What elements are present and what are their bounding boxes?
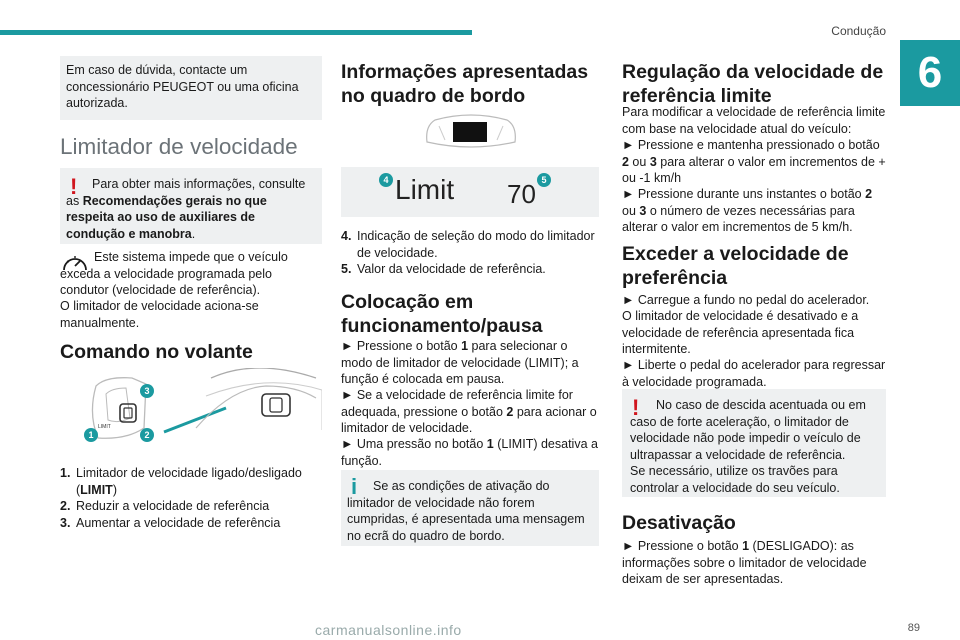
section-heading-dashboard: Informações apresentadas no quadro de bordo [341, 61, 589, 107]
intro-text-2: O limitador de velocidade aciona-se manualmente. [60, 299, 259, 330]
list-item [60, 465, 322, 498]
step-text-bold: 1 [461, 339, 469, 353]
watermark: carmanualsonline.info [315, 622, 462, 638]
limit-display-text: Limit [395, 174, 455, 205]
list-item [341, 261, 599, 278]
exceed-text: O limitador de velocidade é desativado e a velocidade de referência apresentada fica intermitente. [622, 309, 859, 356]
top-accent-bar [0, 30, 472, 35]
callout-2: 2 [140, 428, 154, 442]
limit-label: LIMIT [98, 424, 111, 430]
deactivation-step [622, 538, 886, 588]
exceed-step-1: ► Carregue a fundo no pedal do acelerador. [622, 293, 870, 307]
section-heading-adjust: Regulação da velocidade de referência limite [622, 61, 884, 107]
step-text-pre: ► Pressione o botão [622, 539, 743, 553]
section-heading-activation: Colocação em funcionamento/pausa [341, 291, 543, 337]
step-text-bold: 2 [622, 154, 629, 169]
speed-value: 70 [507, 179, 536, 209]
list-item-text-bold: LIMIT [80, 482, 113, 497]
step-text-bold: 3 [649, 154, 657, 169]
instrument-panel-icon [421, 112, 521, 152]
info-box [341, 470, 599, 546]
list-item-num: 4. [341, 229, 352, 243]
section-title: Condução [831, 24, 886, 38]
list-item-text-pre: Limitador de velocidade ligado/desligado ( [76, 466, 302, 497]
step-text-pre: ► Pressione e mantenha pressionado o botão [622, 138, 880, 152]
step-text-pre: ► Se a velocidade de referência limite for adequada, pressione o botão [341, 388, 573, 419]
activation-step-3 [341, 436, 599, 469]
adjust-step-2 [622, 186, 886, 236]
step-text-bold: 3 [639, 203, 647, 218]
step-text-pre: ► Uma pressão no botão [341, 437, 487, 451]
callout-1: 1 [84, 428, 98, 442]
step-text-mid: ou [628, 154, 650, 169]
steering-wheel-illustration [66, 368, 322, 450]
warning-text-1: No caso de descida acentuada ou em caso de forte aceleração, o limitador de velocidade não pode impedir o veículo de ultrapassar a velocidade de referência. [630, 398, 866, 462]
chapter-number: 6 [900, 40, 960, 106]
list-item-num: 3. [60, 515, 71, 530]
step-text-pre: ► Pressione o botão [341, 339, 462, 353]
warning-text-pre: Para obter mais informações, consulte as [66, 177, 306, 208]
activation-step-1 [341, 338, 599, 388]
list-item [60, 498, 322, 515]
list-item [341, 228, 599, 261]
list-item-num: 2. [60, 499, 71, 513]
list-item-text-post: ) [112, 482, 117, 497]
adjust-step-1 [622, 137, 886, 187]
step-text-post: o número de vezes necessárias para alterar o valor em incrementos de 5 km/h. [622, 203, 855, 234]
step-text-pre: ► Pressione durante uns instantes o botão [622, 187, 866, 201]
list-item-text: Reduzir a velocidade de referência [76, 499, 270, 513]
page-number: 89 [907, 622, 920, 634]
exceed-step-2: ► Liberte o pedal do acelerador para regressar à velocidade programada. [622, 358, 886, 389]
step-text-bold: 1 [742, 539, 750, 553]
activation-step-2 [341, 387, 599, 437]
list-item-num: 1. [60, 466, 71, 480]
list-item-text: Aumentar a velocidade de referência [76, 515, 281, 530]
info-icon: i [351, 474, 358, 499]
list-item-num: 5. [341, 262, 352, 276]
warning-icon: ! [632, 395, 640, 420]
callout-3: 3 [140, 384, 154, 398]
section-heading-exceed: Exceder a velocidade de preferência [622, 243, 849, 289]
info-text: Se as condições de ativação do limitador de velocidade não forem cumpridas, é apresentada uma mensagem no ecrã do quadro de bordo. [347, 479, 585, 543]
warning-text-bold: Recomendações gerais no que respeita ao uso de auxiliares de condução e manobra [66, 193, 267, 241]
list-item-text: Valor da velocidade de referência. [357, 262, 546, 276]
adjust-intro: Para modificar a velocidade de referência limite com base na velocidade atual do veículo: [622, 105, 886, 136]
section-heading-steering: Comando no volante [60, 341, 253, 363]
steering-controls-list [60, 465, 322, 531]
step-text-post: para acionar o limitador de velocidade. [341, 404, 597, 435]
note-text: Em caso de dúvida, contacte um concessionário PEUGEOT ou uma oficina autorizada. [66, 63, 299, 110]
list-item-text [76, 465, 322, 498]
dashboard-display [341, 167, 599, 217]
step-text-bold: 2 [865, 187, 873, 201]
warning-text-2: Se necessário, utilize os travões para controlar a velocidade do seu veículo. [630, 464, 840, 495]
intro-text-1: Este sistema impede que o veículo exceda a velocidade programada pelo condutor (velocidade de referência). [60, 250, 288, 297]
step-text-bold: 1 [486, 437, 494, 451]
warning-icon: ! [70, 174, 78, 199]
list-item [60, 515, 322, 532]
note-box [60, 56, 322, 120]
step-text-post: para alterar o valor em incrementos de + ou -1 km/h [622, 154, 886, 185]
warning-text [66, 176, 316, 242]
step-text-post: (LIMIT) desativa a função. [341, 437, 598, 468]
callout-4: 4 [379, 173, 393, 187]
warning-box [622, 389, 886, 497]
callout-5: 5 [537, 173, 551, 187]
step-text-post: para selecionar o modo de limitador de velocidade (LIMIT); a função é colocada em pausa. [341, 339, 579, 386]
step-text-bold: 2 [506, 404, 514, 419]
page-title: Limitador de velocidade [60, 134, 298, 159]
dashboard-list [341, 228, 599, 278]
step-text-post: (DESLIGADO): as informações sobre o limitador de velocidade deixam de ser apresentadas. [622, 539, 867, 586]
list-item-text: Indicação de seleção do modo do limitador de velocidade. [357, 229, 595, 260]
step-text-mid: ou [622, 203, 640, 218]
warning-text-post: . [191, 226, 196, 241]
warning-box [60, 168, 322, 244]
section-heading-deactivation: Desativação [622, 512, 736, 534]
